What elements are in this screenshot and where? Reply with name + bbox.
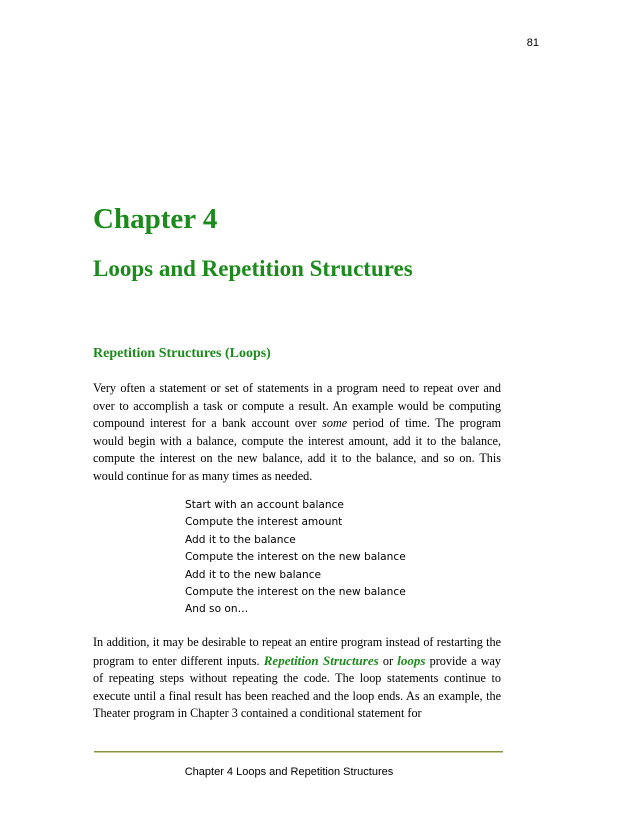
step-item: And so on… [185,603,249,616]
footer-text: Chapter 4 Loops and Repetition Structures [184,766,394,778]
step-item: Compute the interest amount [185,516,343,529]
loops-text-part1: In addition, it may be desirable to repeat an entire program instead of restarting the program to enter different inputs. [93,635,501,668]
loops-text-part3: provide a way of repeating steps without repeating the code. The loop statements continue to execute until a final result has been reached and the loop ends. As an example, the Theater program in Chapter 3 contained a conditional statement for [93,653,502,720]
step-item: Add it to the new balance [185,568,322,581]
steps-list [185,497,406,619]
intro-emphasis: some [322,416,348,430]
step-item: Add it to the balance [185,533,296,546]
loops-text-part2: or [378,653,398,668]
intro-text-end: period of time. The program would begin with a balance, compute the interest amount, add it to the balance, compute the interest on the new balance, add it to the balance, and so on. This would continue for as many times as needed. [93,416,502,483]
section-heading: Repetition Structures (Loops) [93,346,271,361]
chapter-label: Chapter 4 [93,203,218,235]
intro-paragraph [93,380,501,485]
step-item: Compute the interest on the new balance [185,551,406,564]
term-loops: loops [397,652,426,668]
chapter-title: Loops and Repetition Structures [93,256,413,281]
intro-text-start: Very often a statement or set of statements in a program need to repeat over and over to accomplish a task or compute a result. An example would be computing compound interest for a bank account over [93,381,501,430]
step-item: Compute the interest on the new balance [185,586,406,599]
term-repetition-structures: Repetition Structures [263,652,379,668]
step-item: Start with an account balance [185,499,344,511]
page-number: 81 [526,37,539,49]
footer-divider [94,751,503,753]
loops-paragraph [93,634,501,723]
